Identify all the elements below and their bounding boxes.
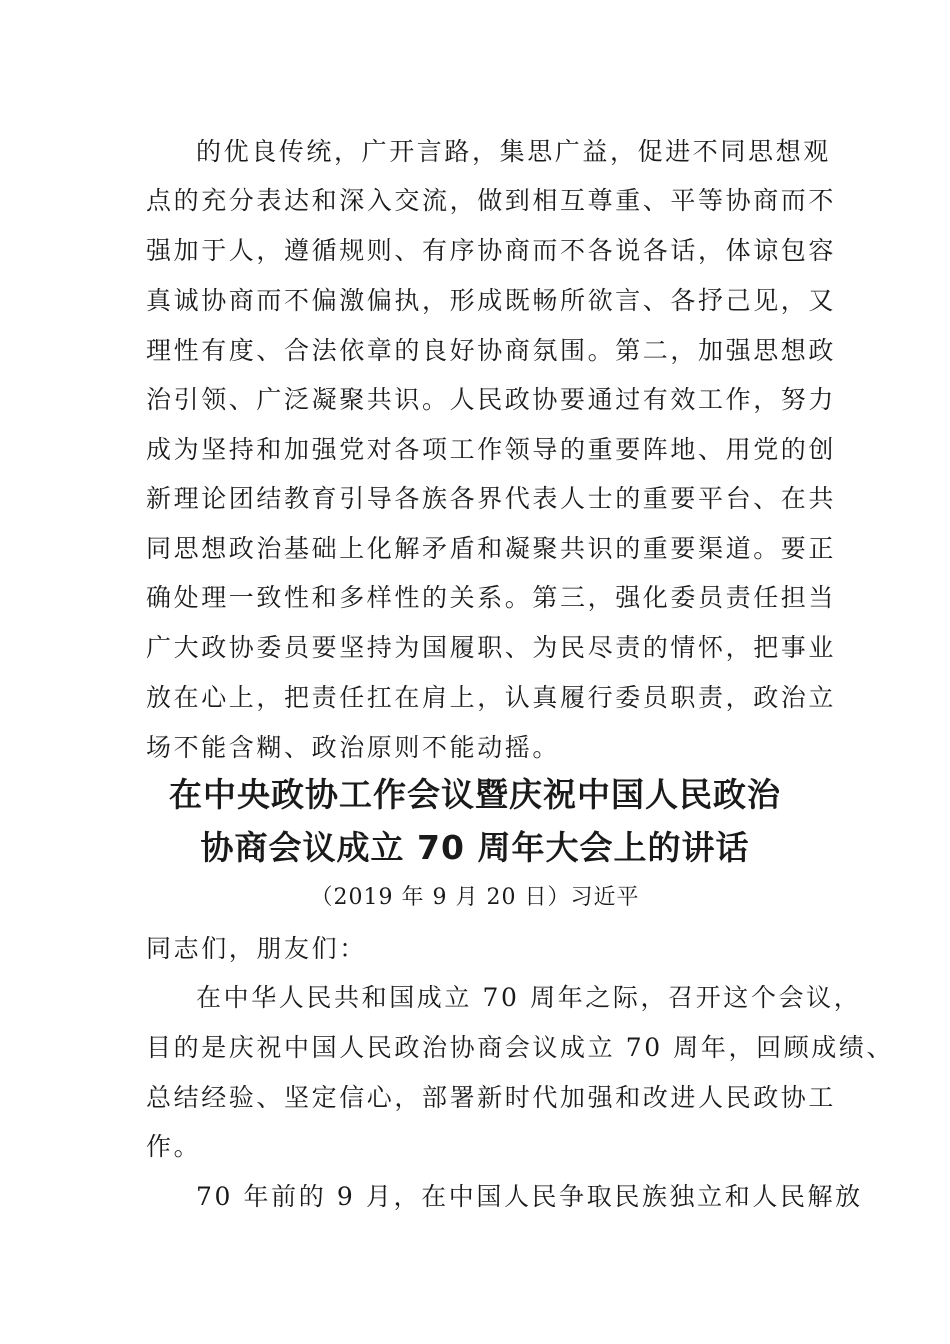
body-text-line: 放在心上，把责任扛在肩上，认真履行委员职责，政治立	[146, 683, 837, 712]
body-text-line: 强加于人，遵循规则、有序协商而不各说各话，体谅包容	[146, 236, 837, 265]
body-text-line: 目的是庆祝中国人民政治协商会议成立 70 周年，回顾成绩、	[146, 1033, 895, 1062]
body-text-line: 在中华人民共和国成立 70 周年之际，召开这个会议，	[196, 983, 862, 1012]
body-text-line: 成为坚持和加强党对各项工作领导的重要阵地、用党的创	[146, 435, 837, 464]
body-text-line: 真诚协商而不偏激偏执，形成既畅所欲言、各抒己见，又	[146, 286, 837, 315]
body-text-line: 广大政协委员要坚持为国履职、为民尽责的情怀，把事业	[146, 633, 837, 662]
speech-date-author: （2019 年 9 月 20 日）习近平	[310, 885, 640, 910]
body-text-line: 作。	[146, 1132, 202, 1161]
body-text-line: 70 年前的 9 月，在中国人民争取民族独立和人民解放	[196, 1182, 863, 1211]
body-text-line: 同思想政治基础上化解矛盾和凝聚共识的重要渠道。要正	[146, 534, 837, 563]
body-text-line: 确处理一致性和多样性的关系。第三，强化委员责任担当	[146, 583, 837, 612]
body-text-line: 点的充分表达和深入交流，做到相互尊重、平等协商而不	[146, 186, 837, 215]
body-text-line: 理性有度、合法依章的良好协商氛围。第二，加强思想政	[146, 336, 837, 365]
body-text-line: 场不能含糊、政治原则不能动摇。	[146, 733, 561, 762]
body-text-line: 总结经验、坚定信心，部署新时代加强和改进人民政协工	[146, 1083, 837, 1112]
body-text-line: 的优良传统，广开言路，集思广益，促进不同思想观	[196, 137, 831, 166]
body-text-line: 治引领、广泛凝聚共识。人民政协要通过有效工作，努力	[146, 385, 837, 414]
salutation: 同志们，朋友们：	[146, 934, 367, 963]
speech-title-line-1: 在中央政协工作会议暨庆祝中国人民政治	[169, 775, 781, 814]
speech-title-line-2: 协商会议成立 70 周年大会上的讲话	[200, 828, 750, 867]
body-text-line: 新理论团结教育引导各族各界代表人士的重要平台、在共	[146, 484, 837, 513]
